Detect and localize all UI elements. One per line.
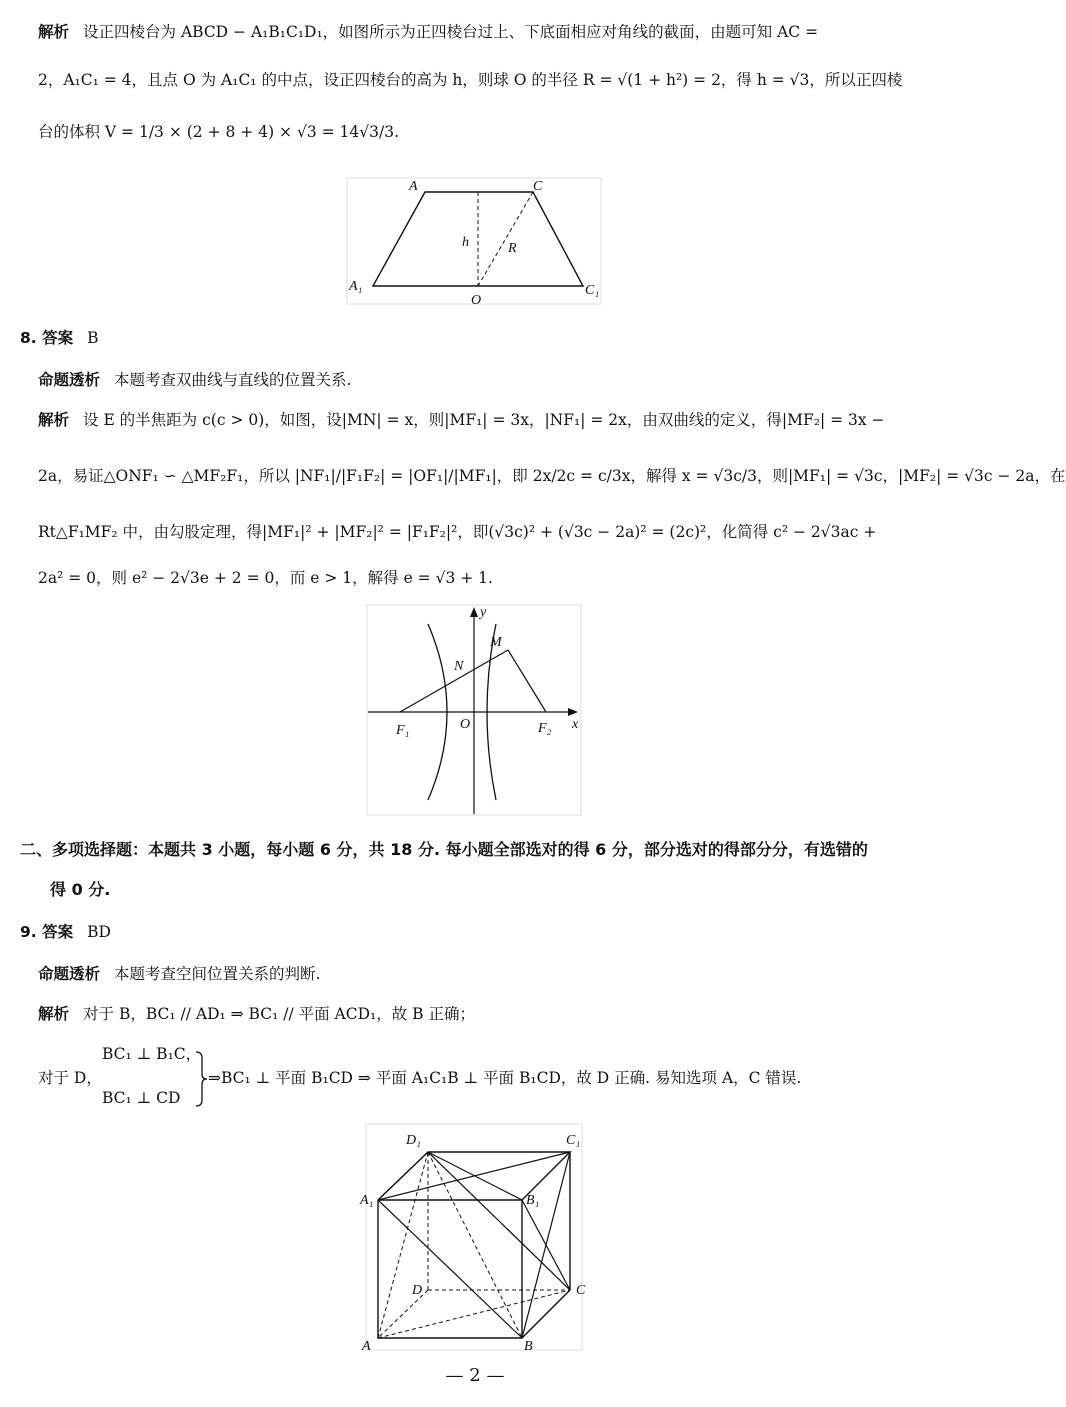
q9-answer-label: 9. 答案: [20, 923, 74, 941]
q9-jiexi-label: 解析: [38, 1005, 70, 1023]
q9-ming-line: [38, 962, 930, 986]
label-B1: B₁: [526, 1193, 540, 1208]
label-D: D: [412, 1283, 423, 1298]
q9-ming-text: 本题考查空间位置关系的判断.: [114, 965, 321, 983]
label-h: h: [462, 235, 469, 250]
q9-answer: BD: [87, 923, 111, 941]
label-A1: A₁: [360, 1193, 374, 1208]
q8-ming-text: 本题考查双曲线与直线的位置关系.: [114, 371, 352, 389]
sec7-line-1: [38, 20, 930, 44]
q8-text-1: 设 E 的半焦距为 c(c > 0)，如图，设|MN| = x，则|MF₁| = 3x，|NF₁| = 2x，由双曲线的定义，得|MF₂| = 3x −: [83, 411, 885, 429]
label-C1: C₁: [566, 1133, 581, 1148]
label-C1: C₁: [585, 283, 600, 298]
q9-d-label: 对于 D，: [38, 1069, 102, 1087]
label-O: O: [460, 717, 471, 732]
label-O: O: [471, 293, 482, 308]
sec7-line-3: 台的体积 V = 1/3 × (2 + 8 + 4) × √3 = 14√3/3.: [38, 123, 400, 141]
label-R: R: [508, 241, 517, 256]
q8-answer-label: 8. 答案: [20, 329, 74, 347]
label-N: N: [454, 659, 464, 674]
label-M: M: [490, 635, 502, 650]
label-F1: F₁: [396, 723, 410, 738]
sec7-line-2: 2，A₁C₁ = 4，且点 O 为 A₁C₁ 的中点，设正四棱台的高为 h，则球 O 的半径 R = √(1 + h²) = 2，得 h = √3，所以正四棱: [38, 71, 903, 89]
q9-text-1: 对于 B，BC₁ // AD₁ ⇒ BC₁ // 平面 ACD₁，故 B 正确；: [83, 1005, 475, 1023]
trapezoid-figure: [345, 176, 605, 308]
brace-icon: [194, 1050, 208, 1108]
label-C: C: [576, 1283, 586, 1298]
label-x: x: [572, 717, 579, 732]
section-2-heading: 二、多项选择题：本题共 3 小题，每小题 6 分，共 18 分. 每小题全部选对的得 6 分，部分选对的得部分分，有选错的: [20, 840, 868, 859]
jiexi-label: 解析: [38, 23, 70, 41]
q8-line-4: 2a² = 0，则 e² − 2√3e + 2 = 0，而 e > 1，解得 e = √3 + 1.: [38, 569, 493, 587]
section-2-heading-2: 得 0 分.: [50, 880, 111, 899]
label-D1: D₁: [406, 1133, 421, 1148]
q9-d-bottom: BC₁ ⊥ CD: [102, 1089, 181, 1107]
q9-d-rest: ⇒BC₁ ⊥ 平面 B₁CD ⇒ 平面 A₁C₁B ⊥ 平面 B₁CD，故 D 正确. 易知选项 A，C 错误.: [208, 1069, 802, 1087]
page-number: — 2 —: [445, 1365, 505, 1386]
q9-line-1: [38, 1002, 930, 1026]
q8-answer: B: [87, 329, 99, 347]
label-F2: F₂: [538, 721, 552, 736]
q9-ming-label: 命题透析: [38, 965, 101, 983]
q8-ming-label: 命题透析: [38, 371, 101, 389]
hyperbola-figure: [366, 604, 582, 816]
sec7-text-1: 设正四棱台为 ABCD − A₁B₁C₁D₁，如图所示为正四棱台过上、下底面相应对角线的截面，由题可知 AC =: [83, 23, 819, 41]
q9-d-top: BC₁ ⊥ B₁C，: [102, 1045, 202, 1063]
q8-line-2: 2a，易证△ONF₁ ∽ △MF₂F₁，所以 |NF₁|/|F₁F₂| = |OF₁|/|MF₁|，即 2x/2c = c/3x，解得 x = √3c/3，则|MF₁| = √3c，|MF₂| = √3c − 2a，在: [38, 467, 1066, 485]
q9-answer-line: [20, 920, 930, 944]
label-A1: A₁: [349, 279, 363, 294]
label-C: C: [533, 179, 543, 194]
q8-jiexi-label: 解析: [38, 411, 70, 429]
label-B: B: [524, 1339, 533, 1354]
label-y: y: [480, 605, 487, 620]
label-A: A: [409, 179, 418, 194]
q8-ming-line: [38, 368, 930, 392]
q8-answer-line: [20, 326, 930, 350]
q8-line-1: [38, 408, 930, 432]
q8-line-3: Rt△F₁MF₂ 中，由勾股定理，得|MF₁|² + |MF₂|² = |F₁F₂|²，即(√3c)² + (√3c − 2a)² = (2c)²，化简得 c² − 2√3ac +: [38, 523, 877, 541]
cube-figure: [356, 1122, 594, 1356]
label-A: A: [362, 1339, 371, 1354]
